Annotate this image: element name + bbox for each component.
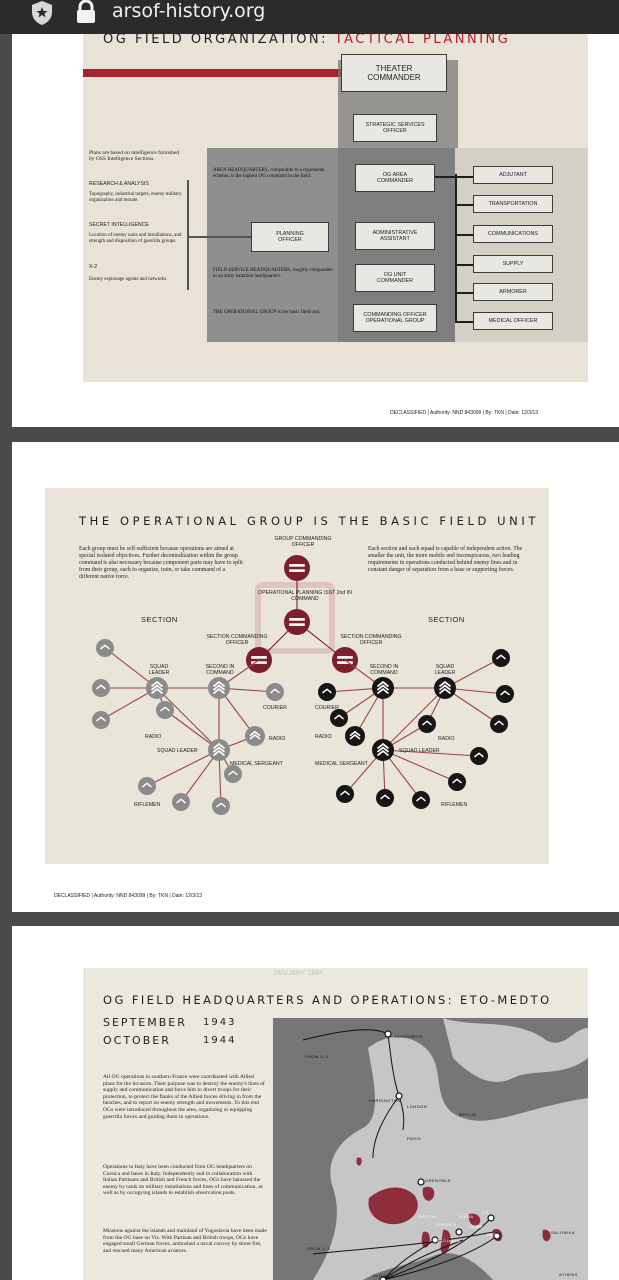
map-label-from-us-south: FROM U.S. [307, 1246, 333, 1251]
map-label-london: LONDON [407, 1104, 428, 1109]
strategic-services-box: STRATEGIC SERVICES OFFICER [353, 114, 437, 142]
administrative-assistant-box: ADMINISTRATIVE ASSISTANT [355, 222, 435, 250]
map-label-from-us-north: FROM U.S. [305, 1054, 331, 1059]
rifleman-node [138, 777, 156, 795]
squad-leader-node [372, 739, 394, 761]
staff-connector [455, 174, 457, 322]
staff-connector [455, 264, 473, 266]
para-france: All OG operations in southern France were coordinated with Allied plans for the invasion. Their purpose was to destroy the enemy's lines of supply and communication and force him to divert troops for their protection, to protect the flanks of the Allied forces driving in from the beaches, and to report on enemy strength and movements. To this end OGs were introduced throughout the area, organizing or equipping guerrilla forces and guiding them in operations. [103, 1074, 265, 1120]
map-label-berlin: BERLIN [459, 1112, 477, 1117]
section-co-label-left: SECTION COMMANDING OFFICER [206, 634, 268, 646]
riflemen-label: RIFLEMEN [134, 802, 161, 808]
brace-line [187, 236, 251, 238]
radio-node [156, 701, 174, 719]
rifleman-node [212, 797, 230, 815]
rifleman-node [376, 789, 394, 807]
intel-intro: Plans are based on intelligence furnished by OSS Intelligence Sections. [89, 150, 179, 163]
x2-text: Enemy espionage agents and networks [89, 277, 167, 282]
date1-year: 1943 [203, 1017, 237, 1028]
group-commanding-officer-label: GROUP COMMANDING OFFICER [274, 536, 332, 548]
commanding-officer-og-box: COMMANDING OFFICER OPERATIONAL GROUP [353, 304, 437, 332]
title-right: TACTICAL PLANNING [334, 34, 511, 47]
squad-leader-node [434, 677, 456, 699]
staff-adjutant: ADJUTANT [473, 166, 553, 184]
org-diagram [45, 488, 549, 864]
medical-sergeant-label: MEDICAL SERGEANT [230, 761, 283, 767]
diagram-link [157, 688, 219, 750]
map-label-inverness: INVERNESS [395, 1034, 423, 1039]
rifleman-node [470, 747, 488, 765]
map-label-algiers: ALGIERS [373, 1273, 394, 1278]
staff-transportation: TRANSPORTATION [473, 195, 553, 213]
staff-connector [435, 176, 455, 178]
area-hq-text: AREA HEADQUARTERS, comparable to a regimental echelon, is the highest OG command in the field. [213, 168, 325, 179]
declassified-stamp: DECLASSIFIED | Authority: NND 843099 | By: TKN | Date: 12/3/13 [390, 410, 539, 416]
diagram-link [147, 750, 219, 786]
scan-image-3 [83, 968, 588, 1280]
title-left: OG FIELD ORGANIZATION: [103, 34, 329, 47]
research-text: Topography, industrial targets, enemy military organization and morale. [89, 192, 182, 203]
radio-node [418, 715, 436, 733]
field-hq-text: FIELD SERVICE HEADQUARTERS, roughly comparable to an army battalion headquarters. [213, 268, 333, 279]
staff-connector [455, 292, 473, 294]
medical-sergeant-label: MEDICAL SERGEANT [315, 761, 368, 767]
radio-node [330, 709, 348, 727]
second-in-command-node [208, 677, 230, 699]
para-yugoslavia: Missions against the islands and mainland of Yugoslavia have been made from the OG base on Vis. With Partisan and British troops, OGs have engaged small German forces, ambushed a naval convoy by shore fire, and rescued many American aviators. [103, 1228, 267, 1254]
right-para: Each section and each squad is capable of independent action. The smaller the unit, the more mobile and inconspicuous, two leading requirements in operations conducted behind enemy lines and in constant danger of separation from a base or supporting forces. [368, 546, 523, 573]
red-flow-line [83, 69, 341, 77]
staff-connector [455, 204, 473, 206]
radio-label: RADIO [438, 736, 455, 742]
map-label-siena: SIENA [459, 1214, 474, 1219]
rifleman-node [172, 793, 190, 811]
secret-text: Location of enemy units and installations, and strength and disposition of guerrilla groups. [89, 233, 182, 244]
page1-title [103, 34, 510, 47]
secret-head: SECRET INTELLIGENCE [89, 222, 149, 228]
dark-panel [338, 60, 458, 342]
rifleman-node [448, 773, 466, 791]
section-co-label-right: SECTION COMMANDING OFFICER [340, 634, 402, 646]
rifleman-node [492, 649, 510, 667]
theater-commander-box: THEATER COMMANDER [341, 54, 447, 92]
browser-address-bar [0, 0, 619, 34]
staff-connector [455, 321, 473, 323]
og-basic-text: THE OPERATIONAL GROUP is the basic field unit. [213, 310, 321, 315]
staff-armorer: ARMORER [473, 283, 553, 301]
staff-connector [455, 234, 473, 236]
date2-month: OCTOBER [103, 1034, 171, 1047]
para-italy: Operations in Italy have been conducted from OG headquarters on Corsica and bases in Italy. Independently and in collaboration with Italian Partisans and British and French forces, OGs have harassed the enemy by raids on military installations and lines of communication, as well as by occupying islands to establish observation posts. [103, 1164, 263, 1197]
rifleman-node [336, 785, 354, 803]
medical-sergeant-node [245, 726, 265, 746]
x2-head: X-2 [89, 264, 98, 270]
rifleman-node [224, 765, 242, 783]
medical-sergeant-node [345, 726, 365, 746]
staff-communications: COMMUNICATIONS [473, 225, 553, 243]
map-label-harrington: HARRINGTON [369, 1098, 401, 1103]
courier-label: COURIER [263, 705, 287, 711]
url-text[interactable]: arsof-history.org [112, 0, 266, 22]
diagram-link [383, 750, 457, 782]
left-para: Each group must be self-sufficient because operations are aimed at special isolated objectives. Further decentralization within the group command is also necessary because component parts may have to split from their group, each to organize, train, or take command of a different native force. [79, 546, 243, 580]
date2-year: 1944 [203, 1035, 237, 1046]
squad-leader-label: SQUAD LEADER [157, 748, 198, 754]
map-label-paris: PARIS [407, 1136, 422, 1141]
lock-icon[interactable] [75, 0, 97, 24]
declassified-stamp: DECLASSIFIED | Authority: NND 843099 | By: TKN | Date: 12/3/13 [54, 893, 203, 899]
map-label-vis: VIS [481, 1210, 489, 1215]
courier-node [318, 683, 336, 701]
rifleman-node [92, 711, 110, 729]
riflemen-label: RIFLEMEN [441, 802, 468, 808]
squad-leader-label: SQUAD LEADER [148, 664, 170, 676]
scan-image-2 [45, 488, 549, 864]
squad-leader-label: SQUAD LEADER [399, 748, 440, 754]
map-label-bastia: BASTIA [419, 1214, 437, 1219]
staff-supply: SUPPLY [473, 255, 553, 273]
section-label-left: SECTION [141, 615, 178, 624]
second-in-command-label: SECOND IN COMMAND [369, 664, 399, 676]
rifleman-node [96, 639, 114, 657]
map-label-bari: BARI [487, 1232, 499, 1237]
document-page-3 [12, 926, 619, 1280]
map-label-sardinia: SARDINIA [437, 1238, 460, 1243]
date1-month: SEPTEMBER [103, 1016, 187, 1029]
document-page-2 [12, 442, 619, 912]
courier-node [266, 683, 284, 701]
section-label-right: SECTION [428, 615, 465, 624]
squad-leader-label: SQUAD LEADER [434, 664, 456, 676]
document-page-1 [12, 34, 619, 427]
rifleman-node [412, 791, 430, 809]
og-unit-commander-box: OG UNIT COMMANDER [355, 264, 435, 292]
planning-assistant-node [284, 609, 310, 635]
europe-map [273, 1018, 588, 1280]
map-label-athens: ATHENS [559, 1272, 578, 1277]
page2-title: THE OPERATIONAL GROUP IS THE BASIC FIELD UNIT [79, 514, 540, 528]
rifleman-node [490, 715, 508, 733]
map-label-corsica: CORSICA [435, 1222, 457, 1227]
operational-planning-label: OPERATIONAL PLANNING \SST 2nd IN COMMAND [258, 590, 352, 602]
faint-top-text: JANUARY 1944 [273, 970, 323, 977]
og-area-commander-box: OG AREA COMMANDER [355, 164, 435, 192]
page3-title: OG FIELD HEADQUARTERS AND OPERATIONS: ETO-MEDTO [103, 993, 552, 1007]
staff-connector [455, 176, 473, 178]
second-in-command-label: SECOND IN COMMAND [205, 664, 235, 676]
second-in-command-node [372, 677, 394, 699]
rifleman-node [496, 685, 514, 703]
radio-label: RADIO [315, 734, 332, 740]
diagram-link [383, 688, 445, 750]
brace-line [187, 180, 189, 290]
group-commander-node [284, 555, 310, 581]
map-label-rome: ROME [469, 1224, 483, 1229]
rifleman-node [92, 679, 110, 697]
radio-label: RADIO [145, 734, 162, 740]
research-head: RESEARCH & ANALYSIS [89, 181, 149, 187]
staff-medical-officer: MEDICAL OFFICER [473, 312, 553, 330]
map-label-grenoble: GRENOBLE [425, 1178, 452, 1183]
planning-officer-box: PLANNING OFFICER [251, 222, 329, 252]
squad-leader-node [208, 739, 230, 761]
scan-image-1 [83, 34, 588, 382]
courier-label: COURIER [315, 705, 339, 711]
shield-icon[interactable] [30, 0, 54, 26]
map-label-salonika: SALONIKA [551, 1230, 576, 1235]
squad-leader-node [146, 677, 168, 699]
radio-label: RADIO [269, 736, 286, 742]
